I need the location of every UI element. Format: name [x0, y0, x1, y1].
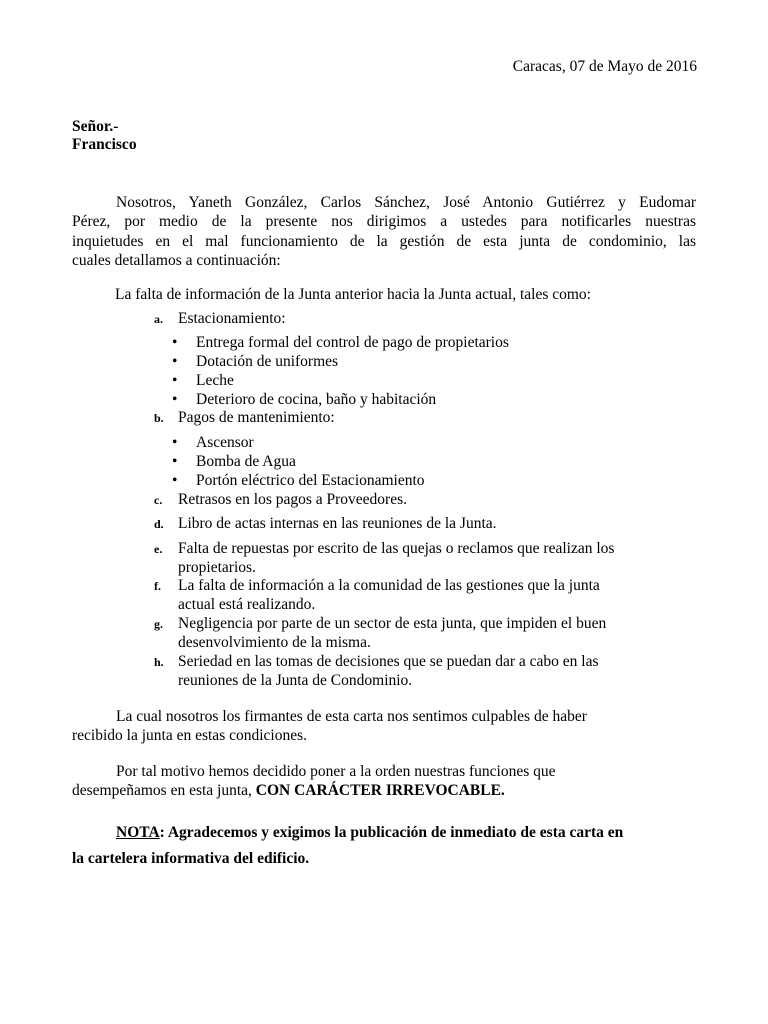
- bullet-item: [172, 333, 509, 352]
- bullet-text: Dotación de uniformes: [196, 353, 339, 370]
- bullet-text: Entrega formal del control de pago de propietarios: [196, 334, 509, 351]
- list-item-c: [154, 490, 698, 509]
- bullet-item: [172, 352, 339, 371]
- list-item-text: Estacionamiento:: [178, 310, 286, 327]
- recipient-name: Francisco: [72, 136, 137, 153]
- bullet-item: [172, 390, 437, 409]
- bullet-item: [172, 452, 296, 471]
- bullet-icon: •: [172, 334, 178, 351]
- paragraph-line: La cual nosotros los firmantes de esta carta nos sentimos culpables de haber: [116, 708, 587, 725]
- irrevocable-text: CON CARÁCTER IRREVOCABLE.: [255, 782, 505, 800]
- list-item-text: propietarios.: [178, 559, 256, 576]
- list-intro: La falta de información de la Junta anterior hacia la Junta actual, tales como:: [115, 286, 591, 303]
- list-item-e: [154, 539, 698, 577]
- list-item-text: La falta de información a la comunidad de las gestiones que la junta: [178, 577, 600, 594]
- intro-paragraph: [72, 193, 696, 271]
- intro-line: cuales detallamos a continuación:: [72, 252, 281, 270]
- bullet-item: [172, 371, 234, 390]
- paragraph-line: recibido la junta en estas condiciones.: [72, 727, 308, 745]
- bullet-item: [172, 433, 254, 452]
- list-letter: h.: [154, 655, 164, 669]
- intro-line: inquietudes en el mal funcionamiento de la gestión de esta junta de condominio, las: [72, 232, 696, 250]
- bullet-item: [172, 471, 425, 490]
- note-paragraph: [72, 820, 696, 872]
- paragraph-line: Por tal motivo hemos decidido poner a la orden nuestras funciones que: [116, 763, 556, 780]
- list-item-text: Libro de actas internas en las reuniones de la Junta.: [178, 515, 497, 532]
- list-item-text: Pagos de mantenimiento:: [178, 409, 335, 426]
- list-item-text: desenvolvimiento de la misma.: [178, 634, 371, 651]
- list-letter: a.: [154, 312, 163, 326]
- bullet-text: Leche: [196, 372, 234, 389]
- list-item-text: Seriedad en las tomas de decisiones que se puedan dar a cabo en las: [178, 653, 599, 670]
- bullet-text: Deterioro de cocina, baño y habitación: [196, 391, 437, 408]
- bullet-text: Ascensor: [196, 434, 254, 451]
- bullet-icon: •: [172, 353, 178, 370]
- list-item-text: Falta de repuestas por escrito de las quejas o reclamos que realizan los: [178, 540, 615, 557]
- list-item-f: [154, 576, 698, 614]
- salutation: Señor.-: [72, 118, 119, 135]
- bullet-icon: •: [172, 391, 178, 408]
- note-text: : Agradecemos y exigimos la publicación de inmediato de esta carta en: [159, 824, 624, 841]
- bullet-text: Portón eléctrico del Estacionamiento: [196, 472, 425, 489]
- list-letter: f.: [154, 579, 161, 593]
- bullet-icon: •: [172, 472, 178, 489]
- resignation-paragraph: [72, 762, 696, 801]
- paragraph-line: [72, 781, 696, 800]
- list-item-text: reuniones de la Junta de Condominio.: [178, 672, 413, 689]
- intro-line: Pérez, por medio de la presente nos dirigimos a ustedes para notificarles nuestras: [72, 213, 696, 231]
- list-letter: c.: [154, 493, 163, 507]
- intro-line: Nosotros, Yaneth González, Carlos Sánchez, José Antonio Gutiérrez y Eudomar: [116, 194, 696, 211]
- list-item-b: [154, 408, 698, 427]
- note-label: NOTA: [116, 824, 160, 841]
- paragraph-text: desempeñamos en esta junta,: [72, 782, 256, 800]
- list-item-text: Retrasos en los pagos a Proveedores.: [178, 491, 408, 508]
- list-letter: b.: [154, 411, 164, 425]
- list-letter: e.: [154, 542, 163, 556]
- note-text-line2: la cartelera informativa del edificio.: [72, 850, 310, 867]
- bullet-text: Bomba de Agua: [196, 453, 296, 470]
- list-item-d: [154, 514, 698, 533]
- list-item-g: [154, 614, 698, 652]
- letter-date: Caracas, 07 de Mayo de 2016: [512, 58, 697, 75]
- bullet-icon: •: [172, 453, 178, 470]
- list-letter: g.: [154, 617, 163, 631]
- bullet-icon: •: [172, 434, 178, 451]
- list-letter: d.: [154, 517, 164, 531]
- list-item-text: actual está realizando.: [178, 596, 316, 613]
- list-item-text: Negligencia por parte de un sector de esta junta, que impiden el buen: [178, 615, 607, 632]
- list-item-a: [154, 309, 698, 328]
- bullet-icon: •: [172, 372, 178, 389]
- culpability-paragraph: [72, 707, 696, 746]
- list-item-h: [154, 652, 698, 690]
